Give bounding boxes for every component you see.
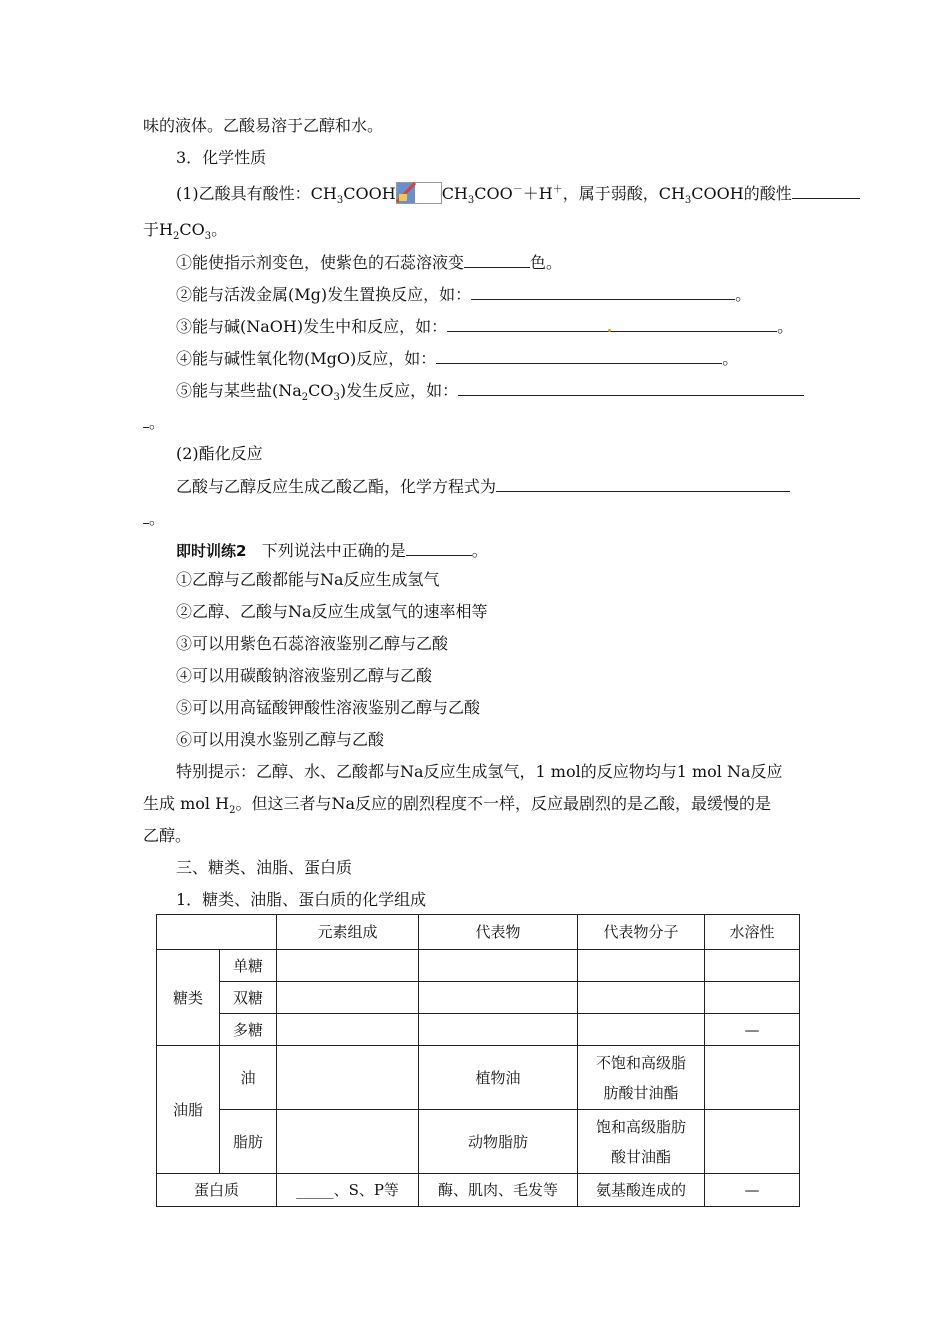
table-cell: — [705,1014,800,1046]
text-line: ⑤能与某些盐$(Na_2CO_3)$发生反应，如： [176,380,804,401]
section-heading: 三、糖类、油脂、蛋白质 [176,858,353,877]
table-row [157,982,800,1014]
table-cell: — [705,1174,800,1207]
table-row [157,1046,800,1110]
table-row [157,915,800,950]
table-cell: _____、S、P等 [277,1174,419,1207]
table-cell: 脂肪 [220,1110,277,1174]
answer-blank[interactable] [458,380,804,396]
section-heading: (2)酯化反应 [176,444,263,463]
list-item: ①乙醇与乙酸都能与Na反应生成氢气 [176,570,440,589]
equilibrium-arrow-image [396,182,442,204]
answer-blank[interactable] [496,476,790,492]
table-header: 代表物分子 [578,915,705,950]
text-line: 。 [143,508,165,529]
table-cell: 酶、肌肉、毛发等 [419,1174,578,1207]
table-row [157,1014,800,1046]
text-line: ①能使指示剂变色，使紫色的石蕊溶液变 色。 [176,253,563,272]
section-heading: 3．化学性质 [176,148,267,167]
table-row [157,1110,800,1174]
table-cell: 氨基酸连成的 [578,1174,705,1207]
table-cell: 饱和高级脂肪 酸甘油酯 [578,1110,705,1174]
answer-blank[interactable] [436,348,722,364]
text-line: 于$H_2CO_3$。 [143,220,228,243]
text-line: (1)乙酸具有酸性：$CH_3COOH$ $CH_3COO^-+H^+$，属于弱酸，$CH_3COOH$的酸性 [176,182,860,204]
text-line: 味的液体。乙酸易溶于乙醇和水。 [143,116,384,135]
table-cell: 动物脂肪 [419,1110,578,1174]
text-line: 乙酸与乙醇反应生成乙酸乙酯，化学方程式为 [176,476,790,497]
table-header: 代表物 [419,915,578,950]
answer-blank[interactable] [447,316,777,332]
list-item: ⑥可以用溴水鉴别乙醇与乙酸 [176,730,385,749]
text-line: ②能与活泼金属(Mg)发生置换反应，如： 。 [176,285,752,304]
table-cell: 单糖 [220,950,277,982]
table-cell: 不饱和高级脂 肪酸甘油酯 [578,1046,705,1110]
table-cell: 植物油 [419,1046,578,1110]
table-header: 水溶性 [705,915,800,950]
exercise-prompt: 即时训练2 下列说法中正确的是 。 [176,541,488,560]
table-row [157,950,800,982]
list-item: ④可以用碳酸钠溶液鉴别乙醇与乙酸 [176,666,433,685]
answer-blank[interactable] [471,284,735,300]
table-cell: 油脂 [157,1046,220,1174]
table-header: 元素组成 [277,915,419,950]
text-line: ③能与碱(NaOH)发生中和反应，如： 。 [176,317,794,336]
text-line: 生成 mol $H_2$。但这三者与Na反应的剧烈程度不一样，反应最剧烈的是乙酸，最缓慢的是 [143,794,771,817]
list-item: ②乙醇、乙酸与Na反应生成氢气的速率相等 [176,602,488,621]
list-item: ⑤可以用高锰酸钾酸性溶液鉴别乙醇与乙酸 [176,698,481,717]
text-line: 特别提示：乙醇、水、乙酸都与Na反应生成氢气，1 mol的反应物均与1 mol Na反应 [176,762,783,781]
table-row [157,1174,800,1207]
table-cell: 油 [220,1046,277,1110]
answer-blank[interactable] [792,183,860,199]
list-item: ③可以用紫色石蕊溶液鉴别乙醇与乙酸 [176,634,449,653]
table-cell: 多糖 [220,1014,277,1046]
table-cell: 糖类 [157,950,220,1046]
decorative-dot [608,329,611,332]
table-cell: 蛋白质 [157,1174,277,1207]
text-line: ④能与碱性氧化物(MgO)反应，如： 。 [176,349,739,368]
table-cell: 双糖 [220,982,277,1014]
text-line: 。 [143,412,165,433]
answer-blank[interactable] [406,540,472,556]
text-line: 乙醇。 [143,826,192,845]
section-heading: 1．糖类、油脂、蛋白质的化学组成 [176,890,427,909]
answer-blank[interactable] [464,252,530,268]
composition-table [156,914,800,1207]
